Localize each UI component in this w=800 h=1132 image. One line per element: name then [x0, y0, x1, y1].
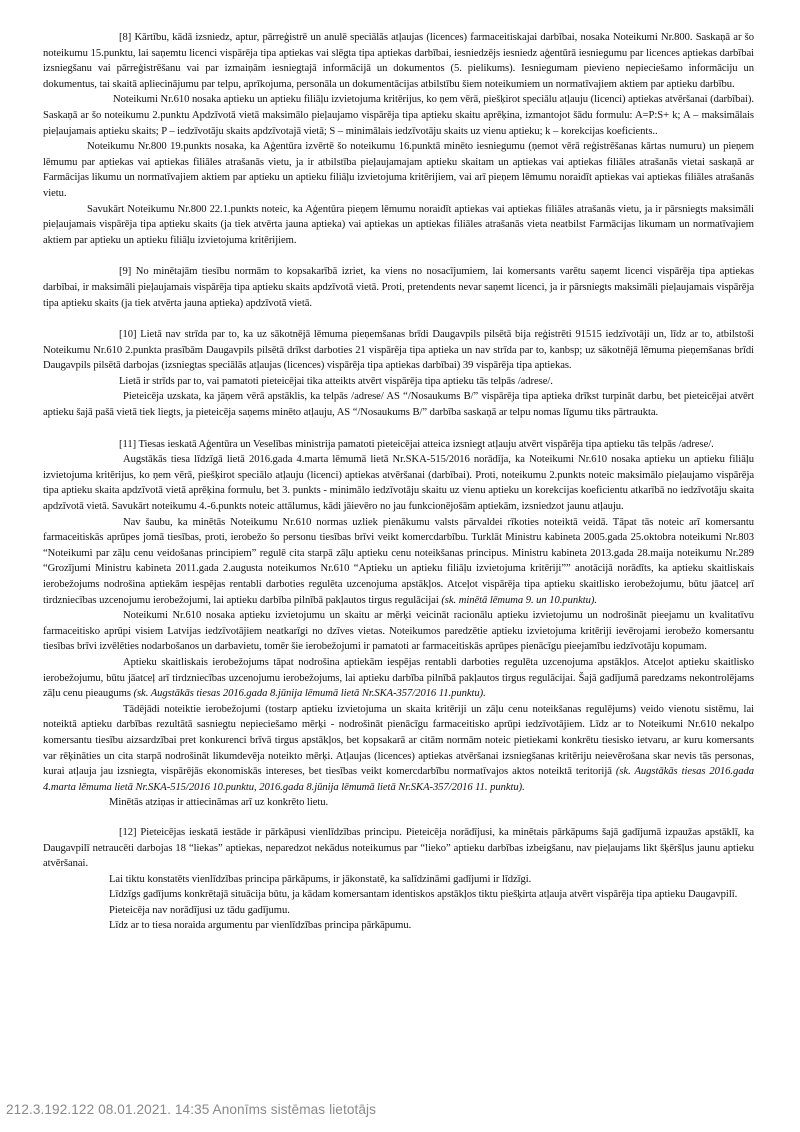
paragraph-8-1: [8] Kārtību, kādā izsniedz, aptur, pārreģistrē un anulē speciālās atļaujas (licences) farmaceitiskajai darbībai, nosaka Noteikumi Nr.800. Saskaņā ar šo noteikumu 15.punktu, lai saņemtu licenci vispārēja tipa aptiekas vai slēgta tipa aptiekas darbībai, iesniedzējs iesniedz aģentūrā iesniegumu par licences aptiekas darbībai izsniegšanu vai pārreģistrēšanu vai par izmaiņām iesniegtajā informācijā un dokumentos (5. pielikums). Iesniegumam pievieno nepieciešamo informāciju un dokumentus, tai skaitā apliecinājumu par telpu, aprīkojuma, personāla un dokumentācijas atbilstību šiem noteikumiem un normatīvajiem aktiem par aptieku darbību.	[43, 32, 754, 90]
paragraph-12-1: [12] Pieteicējas ieskatā iestāde ir pārkāpusi vienlīdzības principu. Pieteicēja norādījusi, ka minētais pārkāpums šajā gadījumā izpaužas apstāklī, ka Daugavpilī netraucēti darbojas 18 “liekas” aptiekas, neparedzot nekādus noteikumus par “lieko” aptieku darbības izbeigšanu, nav pieļaujams likt šķēršļus jaunu aptieku atvēršanai.	[43, 826, 754, 870]
paragraph-11-2: Augstākās tiesa līdzīgā lietā 2016.gada 4.marta lēmumā lietā Nr.SKA-515/2016 norādīja, ka Noteikumi Nr.610 nosaka aptieku un aptieku filiāļu izvietojuma kritērijus, ko ņem vērā, piešķirot speciālo atļauju (licenci) aptiekas atvēršanai (darbībai). Proti, noteikumu 2.punkts noteic maksimālo pieļaujamo vispārēja tipa aptieku skaita apdzīvotā vietā aprēķina formulu, bet 3. punkts - minimālo iedzīvotāju skaitu uz vienu aptieku un korekcijas koeficientu atkarībā no iedzīvotāju skaita apdzīvotā vietā. Savukārt noteikumu 4.-6.punkts noteic attālumus, kādi jāievēro no jau funkcionējošām aptiekām, izsniedzot jaunu atļauju.	[43, 454, 754, 513]
paragraph-12-4: Pieteicēja nav norādījusi uz tādu gadījumu.	[109, 904, 290, 916]
paragraph-10-2: Lietā ir strīds par to, vai pamatoti pieteicējai tika atteikts atvērt vispārēja tipa aptieku tās telpās /adrese/.	[119, 375, 553, 387]
paragraph-9: [9] No minētajām tiesību normām to kopsakarībā izriet, ka viens no nosacījumiem, lai komersants varētu saņemt licenci vispārēja tipa aptiekas darbībai, ir maksimāli pieļaujamais vispārēja tipa aptieku skaits apdzīvotā vietā. Proti, pretendents nevar saņemt licenci, ja ir pārsniegts maksimāli pieļaujamais vispārēja tipa aptieku skaits (ja tiek atvērta jauna aptieka) apdzīvotā vietā.	[43, 266, 754, 309]
paragraph-12-5: Līdz ar to tiesa noraida argumentu par vienlīdzības principa pārkāpumu.	[109, 920, 412, 932]
paragraph-10-3: Pieteicēja uzskata, ka jāņem vērā apstāklis, ka telpās /adrese/ AS “/Nosaukums B/” vispārēja tipa aptieka drīkst turpināt darbu, bet pieteicējai atvērt aptieku šajā pašā vietā tiek liegts, ja pieteicēja saņems minēto atļauju, AS “/Nosaukums B/” darbība saskaņā ar telpu nomas līgumu tiks pārtraukta.	[43, 391, 754, 419]
paragraph-11-6: Tādējādi noteiktie ierobežojumi (tostarp aptieku izvietojuma un skaita kritēriji un zāļu cenu noteikšanas regulējums) veido vienotu sistēmu, lai noteiktā aptieku darbības rezultātā sasniegtu nepieciešamo mērķi - nodrošināt pienācīgu farmaceitisko aprūpi iedzīvotājiem. Līdz ar to Noteikumi Nr.610 nekalpo komersantu tiesību aizsardzībai pret konkurenci brīvā tirgus apstākļos, bet kopsakarā ar citām normām noteic pietiekami konkrētu tiesisko ietvaru, ar kuru komersants var rēķināties un cita starpā nodrošināt likumdevēja noteikto mērķi. Atļaujas (licences) aptiekas atvēršanai izsniegšanas kritēriju neievērošana skar nevis tās personas, kurai atļauja jau izsniegta, vispārējās ekonomiskās intereses, bet tiesības veikt komercdarbību normatīvajos aktos noteiktā teritorijā (sk. Augstākās tiesas 2016.gada 4.marta lēmuma lietā Nr.SKA-515/2016 10.punktu, 2016.gada 8.jūnija lēmumā lietā Nr.SKA-357/2016 11. punktu).	[43, 703, 754, 793]
paragraph-12-2: Lai tiktu konstatēts vienlīdzības principa pārkāpums, ir jākonstatē, ka salīdzināmi gadījumi ir līdzīgi.	[109, 873, 532, 885]
document-body	[43, 30, 754, 934]
paragraph-11-4: Noteikumi Nr.610 nosaka aptieku izvietojumu un skaitu ar mērķi veicināt racionālu aptieku izvietojumu un nodrošināt pieejamu un kvalitatīvu farmaceitisko aprūpi visiem Latvijas iedzīvotājiem neatkarīgi no dzīves vietas. Noteikumos paredzētie aptieku izvietojuma kritēriji ievērojami ierobežo komersantu tiesības brīvi izvēlēties nodarbošanos un darbavietu, tomēr šie ierobežojumi ir pamatoti ar farmaceitiskās aprūpes pienācīgu pieejamību iedzīvotāju kopumam.	[43, 610, 754, 653]
paragraph-11-1: [11] Tiesas ieskatā Aģentūra un Veselības ministrija pamatoti pieteicējai atteica izsniegt atļauju atvērt vispārēja tipa aptieku tās telpās /adrese/.	[119, 438, 714, 450]
paragraph-10-1: [10] Lietā nav strīda par to, ka uz sākotnējā lēmuma pieņemšanas brīdi Daugavpils pilsētā bija reģistrēti 91515 iedzīvotāji un, līdz ar to, atbilstoši Noteikumu Nr.610 2.punkta prasībām Daugavpils pilsētā drīkst darboties 21 vispārēja tipa aptieka un nav strīda par to, kanbsp; uz sākotnējā lēmuma pieņemšanas brīdi Daugavpils pilsētā darbojas (izsniegtas speciālās atļaujas (licences) vispārēja tipa aptiekas darbībai) 39 vispārēja tipa aptiekas.	[43, 329, 754, 372]
paragraph-11-3: Nav šaubu, ka minētās Noteikumu Nr.610 normas uzliek pienākumu valsts pārvaldei rīkoties noteiktā veidā. Tāpat tās noteic arī komersantu farmaceitiskās aprūpes jomā tiesības, proti, ierobežo šo personu tiesības brīvi veikt komercdarbību. Turklāt Ministru kabineta 2005.gada 25.oktobra noteikumi Nr.803 “Noteikumi par zāļu cenu veidošanas principiem” regulē cita starpā zāļu aptieku cenu noteikšanas principus. Ministru kabineta 2013.gada 28.maija noteikumu Nr.289 “Grozījumi Ministru kabineta 2011.gada 2.augusta noteikumos Nr.610 “Aptieku un aptieku filiāļu izvietojuma kritēriji”” anotācijā norādīts, ka aptieku skaitliskais ierobežojums nodrošina aptiekām iespējas rentabli darboties regulēta uzcenojuma apstākļos. Atceļot vispārēja tipa aptieku skaitlisko ierobežojumu, būtu jāatceļ arī tirdzniecības uzcenojumu ierobežojumi, lai aptieku darbība pilnībā pakļautos tirgus regulācijai (sk. minētā lēmuma 9. un 10.punktu).	[43, 516, 754, 606]
watermark-footer: 212.3.192.122 08.01.2021. 14:35 Anonīms sistēmas lietotājs	[6, 1102, 377, 1117]
citation: (sk. minētā lēmuma 9. un 10.punktu).	[441, 594, 597, 606]
paragraph-11-7: Minētās atziņas ir attiecināmas arī uz konkrēto lietu.	[109, 797, 329, 809]
citation: (sk. Augstākās tiesas 2016.gada 4.marta lēmuma lietā Nr.SKA-515/2016 10.punktu, 2016.gada 8.jūnija lēmumā lietā Nr.SKA-357/2016 11. punktu).	[43, 766, 754, 793]
paragraph-8-3: Noteikumu Nr.800 19.punkts nosaka, ka Aģentūra izvērtē šo noteikumu 16.punktā minēto iesniegumu (ņemot vērā reģistrēšanas kārtas numuru) un pieņem lēmumu par aptiekas vai aptiekas filiāles atrašanās vietu, ja ir atbilstība pieļaujamajam aptieku skaitam un aptiekas vai aptiekas filiāles atrašanās vietai saskaņā ar Farmācijas likumu un normatīvajiem aktiem par aptieku un aptieku filiāļu izvietojuma kritērijiem, vai arī pieņem lēmumu noraidīt aptiekas vai aptiekas filiāles atrašanās vietu.	[43, 141, 754, 199]
paragraph-11-5: Aptieku skaitliskais ierobežojums tāpat nodrošina aptiekām iespējas rentabli darboties regulēta uzcenojuma apstākļos. Atceļot aptieku skaitlisko ierobežojumu, būtu jāatceļ arī tirdzniecības uzcenojumu ierobežojums, lai aptieku darbība pilnībā pakļautos tirgus regulācijai. Šajā gadījumā paredzams nekontrolējams zāļu cenu pieaugums (sk. Augstākās tiesas 2016.gada 8.jūnija lēmumā lietā Nr.SKA-357/2016 11.punktu).	[43, 656, 754, 700]
paragraph-8-2: Noteikumi Nr.610 nosaka aptieku un aptieku filiāļu izvietojuma kritērijus, ko ņem vērā, piešķirot speciālu atļauju (licenci) aptiekas atvēršanai (darbībai). Saskaņā ar šo noteikumu 2.punktu Apdzīvotā vietā maksimālo pieļaujamo vispārēja tipa aptieku skaitu aprēķina, izmantojot šādu formulu: A=P:S+ k; A – maksimālais pieļaujamais aptieku skaits; P – iedzīvotāju skaits apdzīvotajā vietā; S – minimālais iedzīvotāju skaits uz vienu aptieku; k – korekcijas koeficients..	[43, 94, 754, 137]
citation: (sk. Augstākās tiesas 2016.gada 8.jūnija lēmumā lietā Nr.SKA-357/2016 11.punktu).	[133, 688, 486, 700]
paragraph-8-4: Savukārt Noteikumu Nr.800 22.1.punkts noteic, ka Aģentūra pieņem lēmumu noraidīt aptiekas vai aptiekas filiāles atrašanās vietu, ja ir pārsniegts maksimāli pieļaujamais vispārēja tipa aptieku skaits (ja tiek atvērta jauna aptieka) vai aptiekas un aptiekas filiāles atrašanās vieta neatbilst Farmācijas likumam un normatīvajiem aktiem par aptieku un aptieku filiāļu izvietojuma kritērijiem.	[43, 203, 754, 246]
paragraph-12-3: Līdzīgs gadījums konkrētajā situācija būtu, ja kādam komersantam identiskos apstākļos tiktu piešķirta atļauja atvērt vispārēja tipa aptieku Daugavpilī.	[109, 889, 738, 901]
